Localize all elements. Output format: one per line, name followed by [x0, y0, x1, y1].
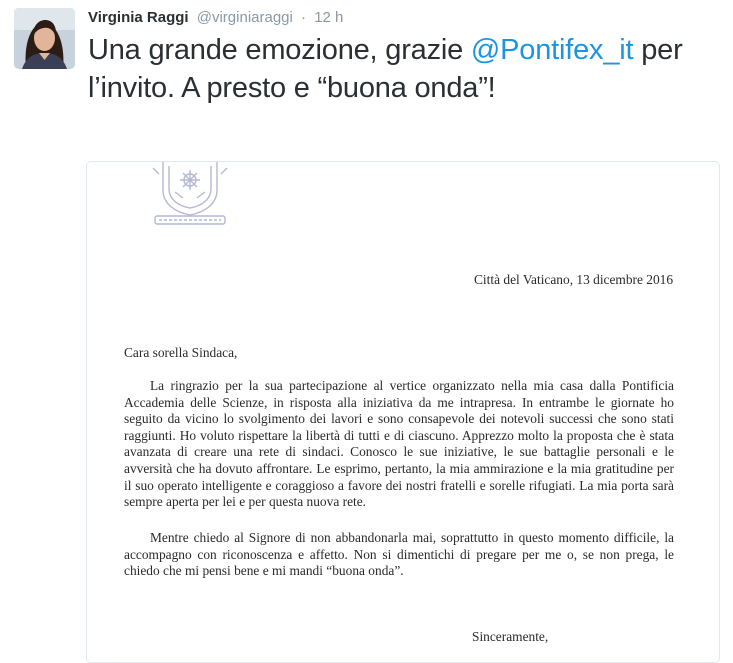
tweet-header [88, 9, 343, 26]
author-handle[interactable]: @virginiaraggi [196, 9, 293, 26]
papal-crest-icon [147, 162, 233, 232]
letter-paragraph: La ringrazio per la sua partecipazione al vertice organizzato nella mia casa dalla Pontificia Accademia delle Scienze, in risposta alla iniziativa da me intrapresa. In entrambe le giornate ho seguito da vicino lo svolgimento dei lavori e sono consapevole dei notevoli successi che sono stati raggiunti. Ho voluto rispettare la libertà di tutti e di ciascuno. Apprezzo molto la proposta che è stata avanzata di creare una rete di sindaci. Conosco le sue iniziative, le sue battaglie personali e le avversità che ha dovuto affrontare. Le esprimo, pertanto, la mia ammirazione e la mia gratitudine per il suo operato intelligente e coraggioso a favore dei nostri fratelli e sorelle rifugiati. La mia porta sarà sempre aperta per lei e per questa nuova rete. [124, 378, 674, 510]
letter-paragraph: Mentre chiedo al Signore di non abbandonarla mai, soprattutto in questo momento difficile, la accompagno con riconoscenza e affetto. Non si dimentichi di pregare per me o, se non prega, le chiedo che mi pensi bene e mi mandi “buona onda”. [124, 530, 674, 579]
tweet-timestamp[interactable]: 12 h [314, 9, 344, 26]
separator-dot: · [301, 9, 307, 26]
mention-link[interactable]: @Pontifex_it [470, 34, 634, 66]
avatar[interactable] [14, 8, 75, 69]
author-name[interactable]: Virginia Raggi [88, 9, 189, 26]
tweet-text-before: Una grande emozione, grazie [88, 34, 471, 66]
letter-signoff: Sinceramente, [472, 629, 549, 644]
tweet-text [88, 31, 728, 107]
tweet-media-photo[interactable] [86, 161, 720, 663]
tweet-text-after: per l’invito. A presto e “buona onda”! [88, 34, 683, 104]
profile-photo-icon [14, 8, 75, 69]
letter-salutation: Cara sorella Sindaca, [124, 345, 238, 360]
letter-date: Città del Vaticano, 13 dicembre 2016 [474, 272, 674, 287]
